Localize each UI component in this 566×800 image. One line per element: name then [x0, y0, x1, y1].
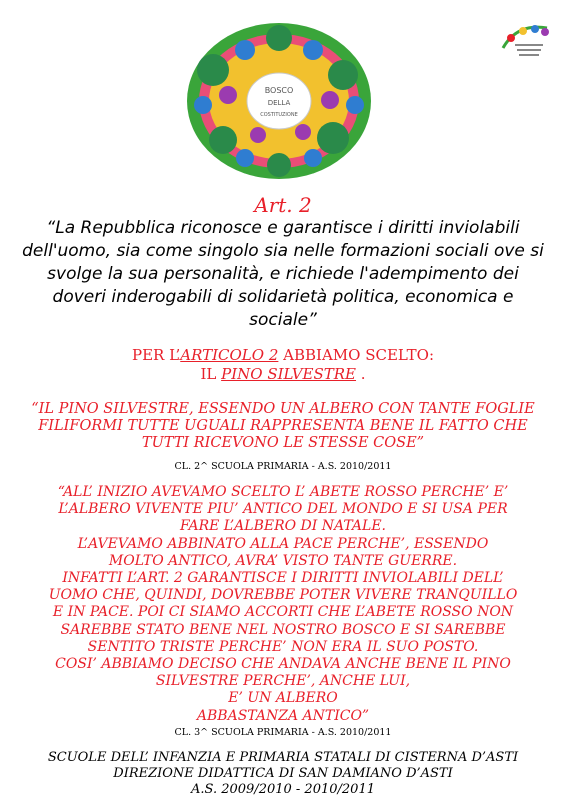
- choice-heading: [0, 346, 566, 384]
- class3-quote-line: COSI’ ABBIAMO DECISO CHE ANDAVA ANCHE BENE IL PINO: [55, 656, 511, 673]
- choice-article: ARTICOLO 2: [180, 346, 279, 364]
- class3-quote: [0, 484, 566, 725]
- choice-line-1: [0, 346, 566, 365]
- choice-prefix: PER L’: [131, 346, 181, 364]
- choice-line-2: [0, 365, 566, 384]
- school-logo-icon: [497, 18, 555, 60]
- footer-line-direction: DIREZIONE DIDATTICA DI SAN DAMIANO D’ASTI: [113, 766, 453, 781]
- choice-tree: PINO SILVESTRE: [221, 365, 357, 383]
- class3-quote-line: L’ALBERO VIVENTE PIU’ ANTICO DEL MONDO E SI USA PER: [58, 501, 508, 518]
- footer: [0, 750, 566, 798]
- class3-quote-line: FARE L’ALBERO DI NATALE.: [179, 518, 387, 535]
- footer-line-schools: SCUOLE DELL’ INFANZIA E PRIMARIA STATALI DI CISTERNA D’ASTI: [47, 750, 519, 765]
- class3-quote-line: L’AVEVAMO ABBINATO ALLA PACE PERCHE’, ESSENDO: [77, 535, 489, 552]
- choice-suffix: ABBIAMO SCELTO:: [278, 346, 434, 364]
- footer-line-years: A.S. 2009/2010 - 2010/2011: [191, 782, 375, 797]
- bosco-logo-illustration: [183, 20, 375, 182]
- class3-quote-line: SILVESTRE PERCHE’, ANCHE LUI,: [155, 673, 411, 690]
- logo-text-costituzione: COSTITUZIONE: [260, 112, 298, 118]
- class3-quote-line: E IN PACE. POI CI SIAMO ACCORTI CHE L’ABETE ROSSO NON: [52, 604, 514, 621]
- class2-quote: “IL PINO SILVESTRE, ESSENDO UN ALBERO CON TANTE FOGLIE FILIFORMI TUTTE UGUALI RAPPRESENTA BENE IL FATTO CHE TUTTI RICEVONO LE STESSE COSE”: [31, 401, 535, 451]
- class3-caption: CL. 3^ SCUOLA PRIMARIA - A.S. 2010/2011: [174, 727, 392, 738]
- logo-text-bosco: BOSCO: [264, 86, 294, 95]
- class3-quote-line: “ALL’ INIZIO AVEVAMO SCELTO L’ ABETE ROSSO PERCHE’ E’: [57, 484, 509, 500]
- class3-quote-line: INFATTI L’ART. 2 GARANTISCE I DIRITTI INVIOLABILI DELL’: [62, 570, 504, 587]
- class3-quote-line: SENTITO TRISTE PERCHE’ NON ERA IL SUO POSTO.: [87, 638, 479, 655]
- class3-quote-line: E’ UN ALBERO: [228, 690, 338, 707]
- class3-quote-line: ABBASTANZA ANTICO”: [196, 707, 370, 724]
- choice-dot: .: [356, 365, 366, 383]
- article-title: Art. 2: [254, 193, 312, 217]
- logo-text-della: DELLA: [267, 99, 291, 107]
- class2-caption: CL. 2^ SCUOLA PRIMARIA - A.S. 2010/2011: [174, 461, 392, 472]
- class3-quote-line: MOLTO ANTICO, AVRA’ VISTO TANTE GUERRE.: [108, 552, 458, 569]
- class3-quote-line: SAREBBE STATO BENE NEL NOSTRO BOSCO E SI SAREBBE: [60, 621, 506, 638]
- constitution-quote: “La Repubblica riconosce e garantisce i diritti inviolabili dell'uomo, sia come singolo sia nelle formazioni sociali ove si svolge la sua personalità, e richiede l'adempimento dei doveri inderogabili di solidarietà politica, economica e sociale”: [22, 218, 544, 330]
- choice-il: IL: [200, 365, 217, 383]
- class3-quote-line: UOMO CHE, QUINDI, DOVREBBE POTER VIVERE TRANQUILLO: [48, 587, 518, 604]
